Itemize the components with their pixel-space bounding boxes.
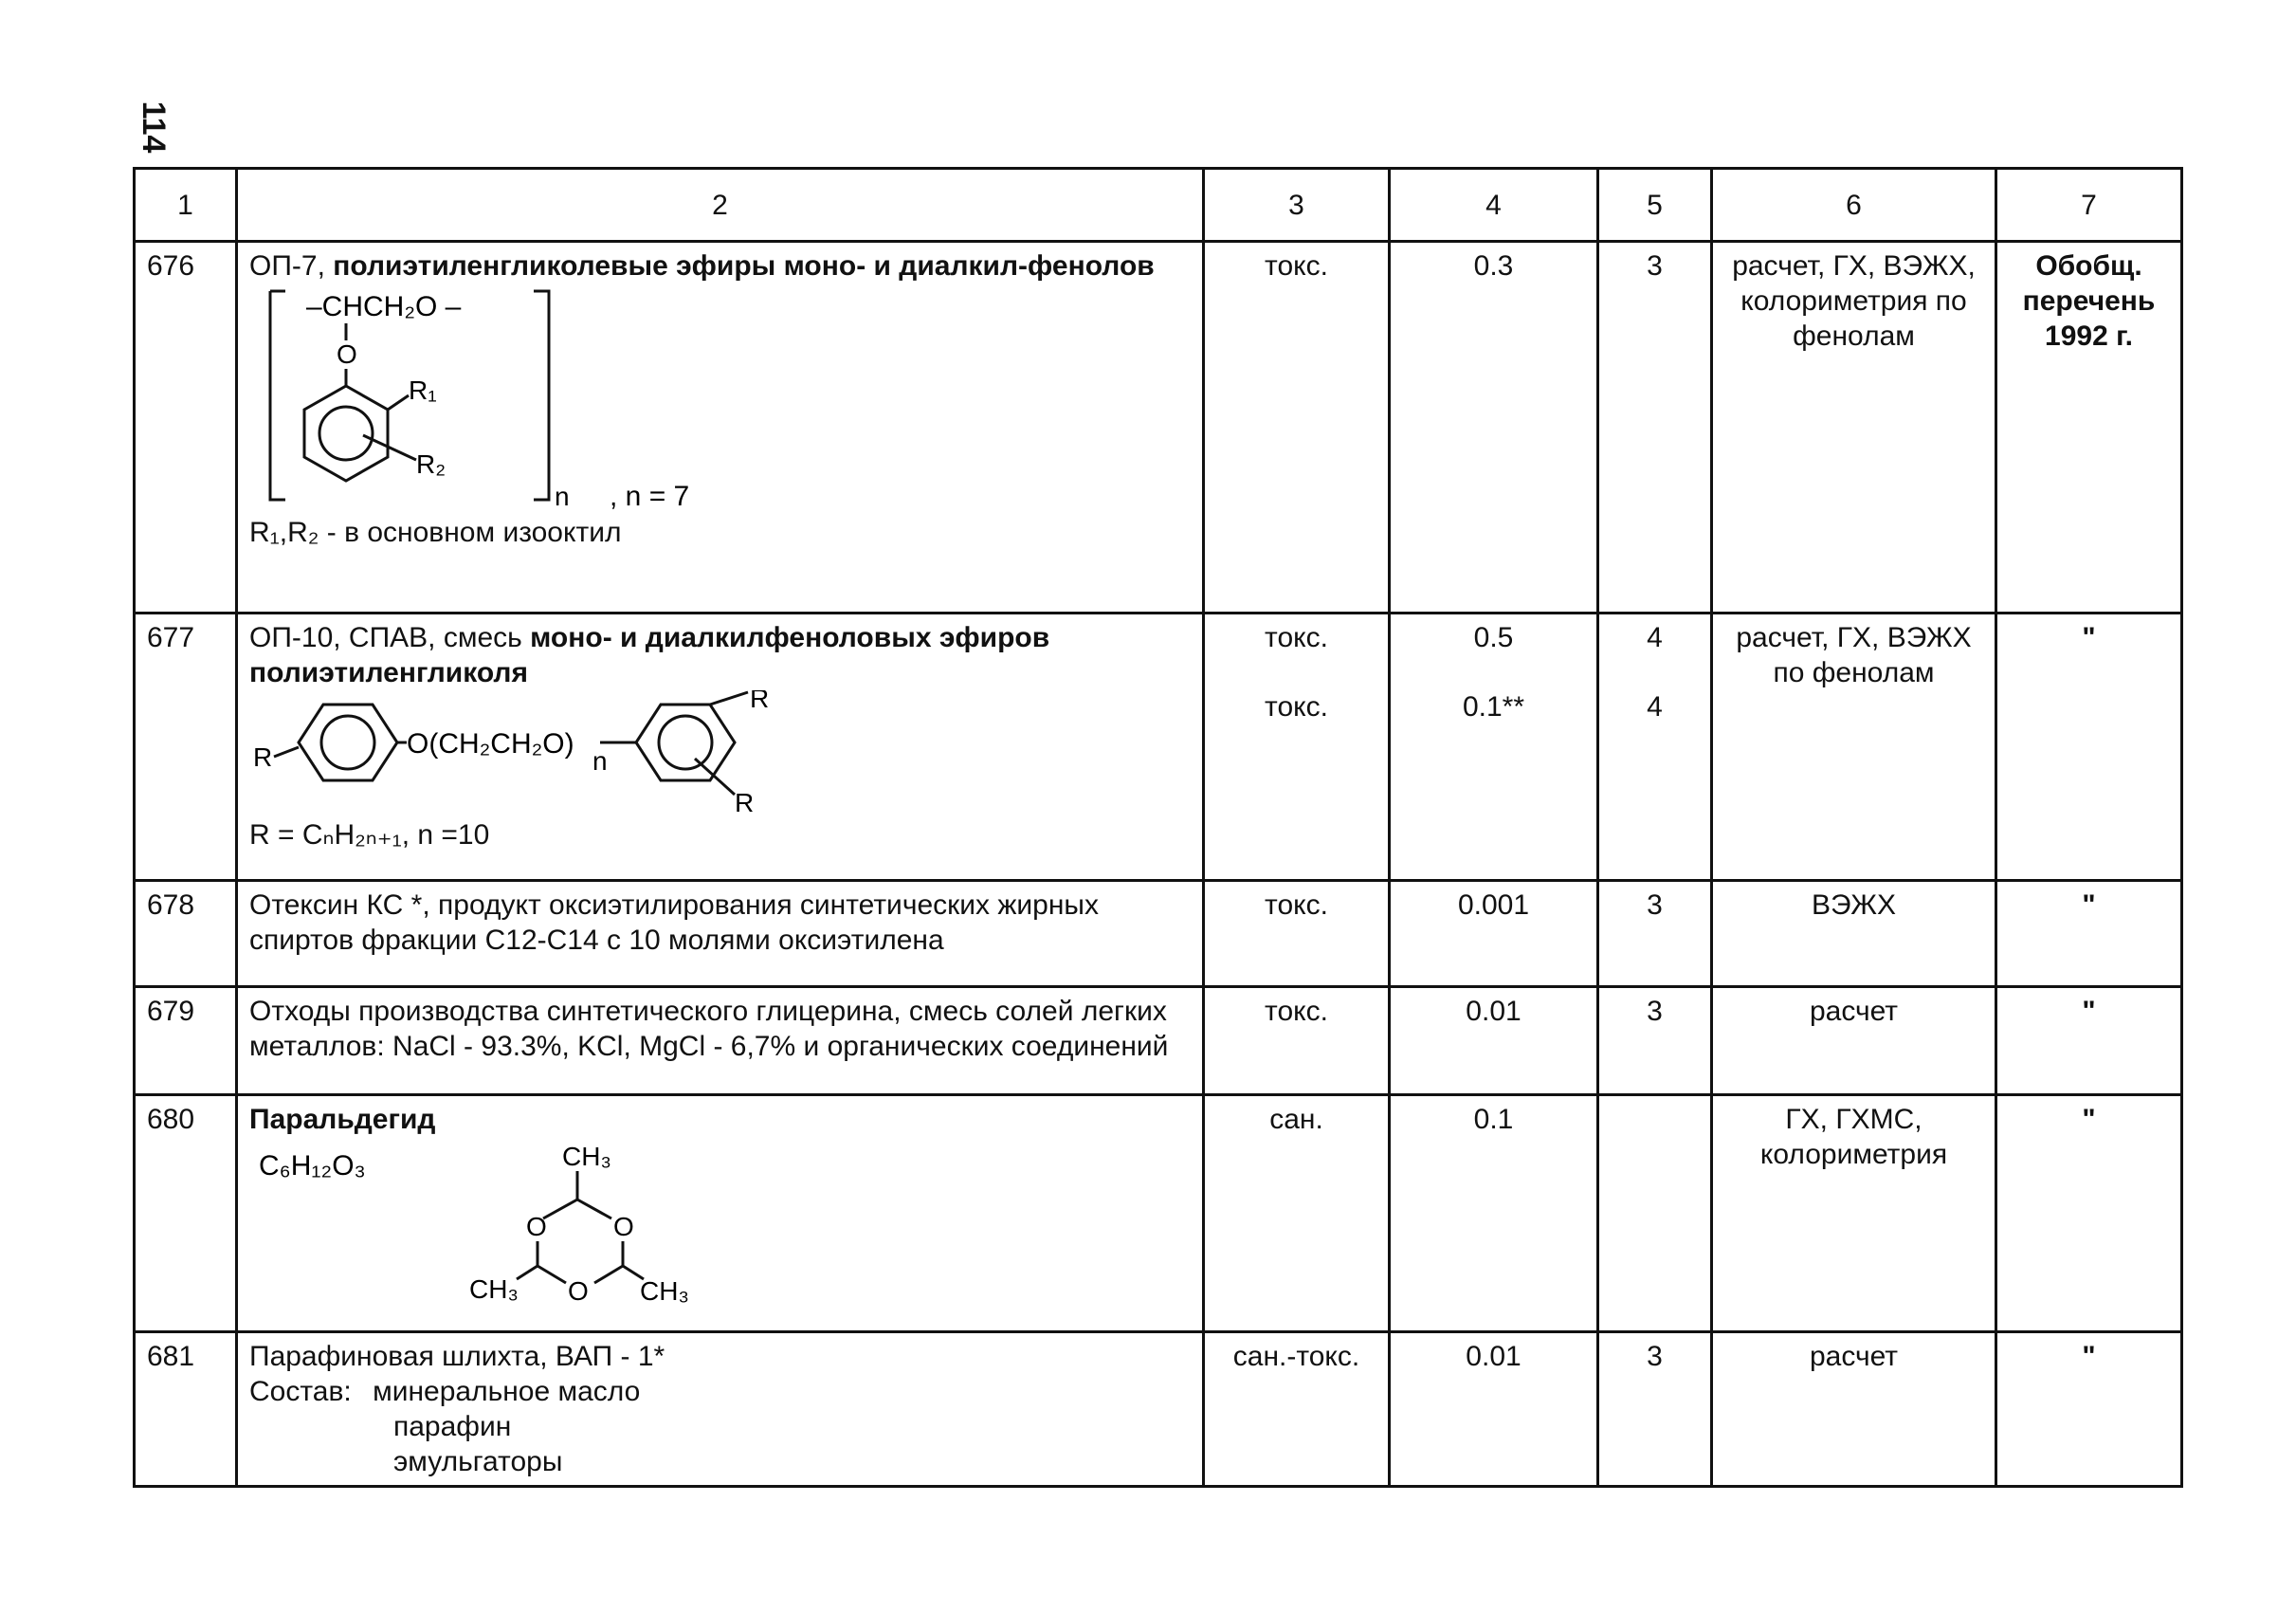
ch3-top: CH₃	[562, 1142, 611, 1171]
table-row	[135, 242, 2182, 614]
substance-name: Парафиновая шлихта, ВАП - 1*	[249, 1341, 665, 1372]
op7-n-value: , n = 7	[610, 481, 690, 511]
substance-note: R₁,R₂ - в основном изооктил	[249, 517, 622, 548]
composition-item: парафин	[393, 1411, 512, 1442]
row-number: 676	[135, 242, 237, 614]
composition-item: эмульгаторы	[393, 1446, 563, 1477]
hazard-class-2: 4	[1647, 691, 1663, 723]
table-row	[135, 881, 2182, 987]
op10-chain: O(CH₂CH₂O)	[407, 728, 574, 760]
hazard-type: токс.	[1204, 987, 1390, 1095]
ch3-right: CH₃	[640, 1276, 689, 1306]
ch3-left: CH₃	[469, 1274, 519, 1304]
header-col-1: 1	[135, 169, 237, 242]
paraldehyde-structure	[249, 1137, 837, 1308]
table-row	[135, 1332, 2182, 1487]
analysis-method: ВЭЖХ	[1712, 881, 1996, 987]
substance-name-plain: ОП-10, СПАВ, смесь	[249, 622, 531, 653]
row-number: 680	[135, 1095, 237, 1332]
header-col-6: 6	[1712, 169, 1996, 242]
op10-r-bottom: R	[735, 788, 755, 814]
op10-r-top: R	[750, 690, 770, 713]
substance-name-bold: полиэтиленгликолевые эфиры моно- и диалкил-фенолов	[333, 250, 1155, 282]
table-row	[135, 987, 2182, 1095]
substance-cell	[237, 242, 1204, 614]
header-col-3: 3	[1204, 169, 1390, 242]
hazard-class: 3	[1598, 242, 1712, 614]
substance-note: R = CₙH₂ₙ₊₁, n =10	[249, 819, 490, 851]
hazard-class-1: 4	[1647, 622, 1663, 653]
substance-name-bold: моно- и диалкилфеноловых эфиров полиэтиленгликоля	[249, 622, 1050, 688]
hazard-type	[1204, 614, 1390, 881]
analysis-method: расчет	[1712, 987, 1996, 1095]
concentration-value-1: 0.5	[1473, 622, 1514, 653]
row-number: 681	[135, 1332, 237, 1487]
concentration-value: 0.01	[1390, 987, 1598, 1095]
source-reference: Обобщ. перечень 1992 г.	[1996, 242, 2182, 614]
table-row	[135, 1095, 2182, 1332]
substance-name: Отексин КС *, продукт оксиэтилирования синтетических жирных спиртов фракции С12-С14 с 10 молями оксиэтилена	[237, 881, 1204, 987]
concentration-value: 0.001	[1390, 881, 1598, 987]
analysis-method: расчет, ГХ, ВЭЖХ по фенолам	[1712, 614, 1996, 881]
hazard-type: сан.-токс.	[1204, 1332, 1390, 1487]
header-col-5: 5	[1598, 169, 1712, 242]
header-col-7: 7	[1996, 169, 2182, 242]
header-row	[135, 169, 2182, 242]
row-number: 677	[135, 614, 237, 881]
op10-r-left: R	[253, 742, 273, 772]
o-bottom: O	[568, 1276, 589, 1306]
concentration-value	[1390, 614, 1598, 881]
concentration-value-2: 0.1**	[1462, 691, 1525, 723]
concentration-value: 0.3	[1390, 242, 1598, 614]
hazard-type: сан.	[1204, 1095, 1390, 1332]
table-row	[135, 614, 2182, 881]
substance-name: Отходы производства синтетического глицерина, смесь солей легких металлов: NaCl - 93.3%, KCl, MgCl - 6,7% и органических соединений	[237, 987, 1204, 1095]
source-reference: "	[1996, 987, 2182, 1095]
header-col-2: 2	[237, 169, 1204, 242]
composition-item: минеральное масло	[373, 1376, 641, 1407]
hazard-type-1: токс.	[1265, 622, 1328, 653]
op7-chain: –CHCH₂O –	[306, 291, 462, 322]
hazard-type: токс.	[1204, 881, 1390, 987]
hazard-class: 3	[1598, 987, 1712, 1095]
substances-table	[133, 167, 2183, 1488]
source-reference: "	[1996, 881, 2182, 987]
source-reference: "	[1996, 1332, 2182, 1487]
substance-cell	[237, 1332, 1204, 1487]
concentration-value: 0.1	[1390, 1095, 1598, 1332]
substance-name	[249, 620, 1191, 690]
substance-name: Паральдегид	[249, 1104, 436, 1135]
hazard-class	[1598, 1095, 1712, 1332]
op10-subscript-n: n	[592, 746, 608, 776]
op10-structure	[249, 690, 837, 814]
hazard-type-2: токс.	[1265, 691, 1328, 723]
op7-o-label: O	[337, 339, 357, 369]
composition-label: Состав:	[249, 1376, 352, 1407]
hazard-class: 3	[1598, 1332, 1712, 1487]
source-reference: "	[1996, 614, 2182, 881]
analysis-method: ГХ, ГХМС, колориметрия	[1712, 1095, 1996, 1332]
paraldehyde-formula: C₆H₁₂O₃	[259, 1150, 366, 1182]
header-col-4: 4	[1390, 169, 1598, 242]
hazard-class	[1598, 614, 1712, 881]
source-reference: "	[1996, 1095, 2182, 1332]
hazard-type: токс.	[1204, 242, 1390, 614]
substance-cell	[237, 1095, 1204, 1332]
o-left: O	[526, 1212, 547, 1241]
hazard-class: 3	[1598, 881, 1712, 987]
substance-name	[249, 248, 1191, 284]
analysis-method: расчет, ГХ, ВЭЖХ, колориметрия по фенолам	[1712, 242, 1996, 614]
substance-name-plain: ОП-7,	[249, 250, 334, 282]
analysis-method: расчет	[1712, 1332, 1996, 1487]
row-number: 678	[135, 881, 237, 987]
op7-r1: R₁	[409, 376, 437, 405]
composition-line	[249, 1374, 1191, 1409]
op7-r2: R₂	[416, 449, 446, 479]
page-number: 114	[136, 101, 172, 154]
op7-structure	[249, 284, 837, 511]
op7-subscript-n: n	[555, 482, 570, 511]
row-number: 679	[135, 987, 237, 1095]
substance-cell	[237, 614, 1204, 881]
concentration-value: 0.01	[1390, 1332, 1598, 1487]
o-right: O	[613, 1212, 634, 1241]
